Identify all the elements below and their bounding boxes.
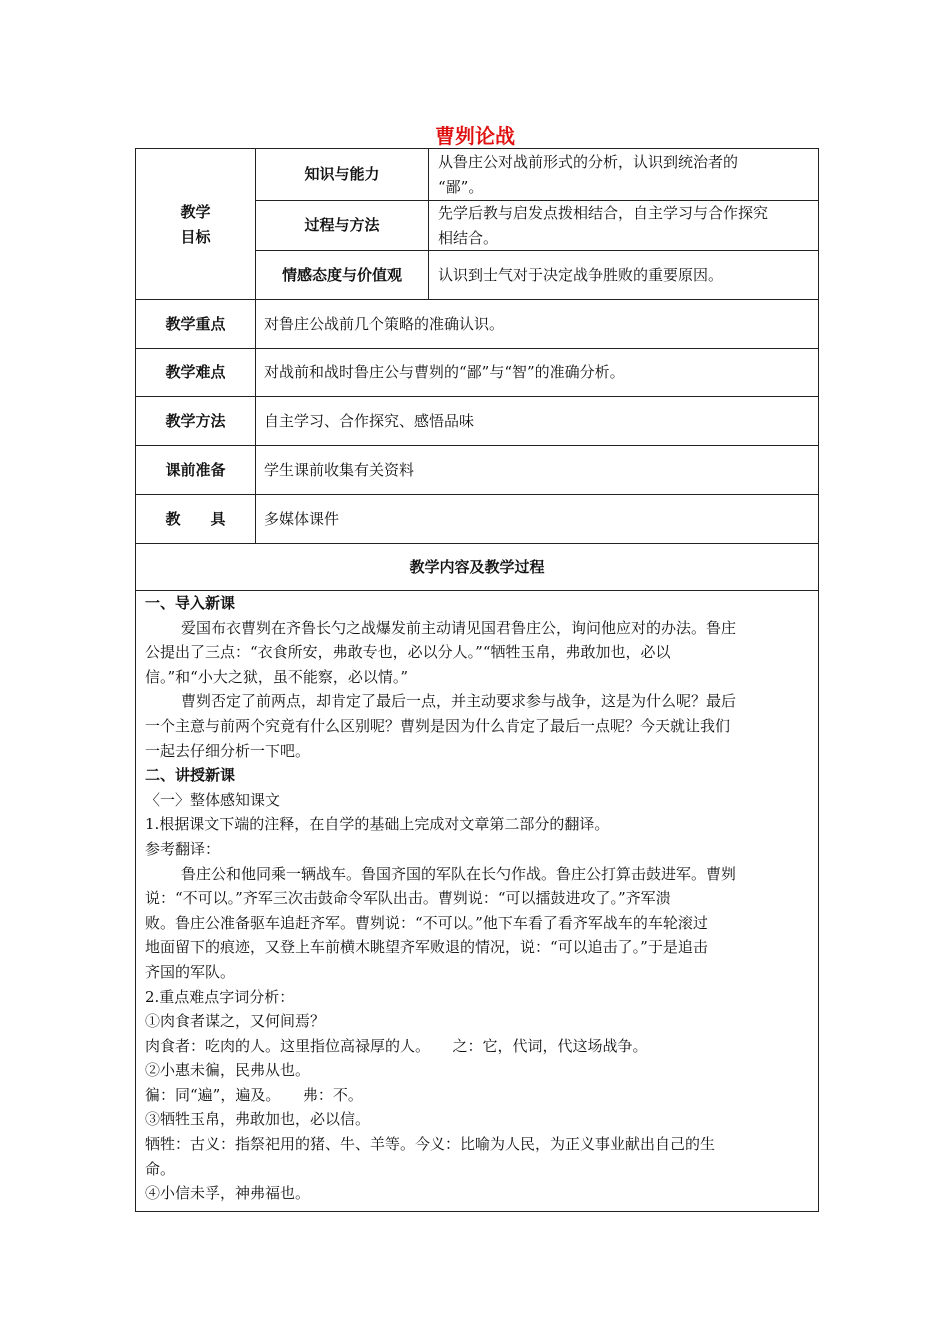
row-value-preparation: 学生课前收集有关资料 [264,460,415,479]
objective-value-knowledge: 从鲁庄公对战前形式的分析，认识到统治者的 “鄙”。 [438,153,739,196]
row-label-tools: 教 具 [165,509,226,528]
objective-name-knowledge: 知识与能力 [304,165,380,183]
paragraph-line: 肉食者：吃肉的人。这里指位高禄厚的人。 之：它，代词，代这场战争。 [145,1036,648,1055]
objective-value-emotion: 认识到士气对于决定战争胜败的重要原因。 [438,265,724,284]
row-value-tools: 多媒体课件 [264,509,340,528]
paragraph-line: ④小信未孚，神弗福也。 [145,1184,311,1203]
paragraph-line: ②小惠未徧，民弗从也。 [145,1061,311,1080]
paragraph-line: 齐国的军队。 [145,962,236,981]
paragraph-line: 2.重点难点字词分析： [145,987,295,1006]
objectives-label: 教学 目标 [180,203,211,246]
row-label-methods: 教学方法 [165,411,226,430]
row-value-methods: 自主学习、合作探究、感悟品味 [264,411,475,430]
lesson-content [145,591,810,1206]
paragraph-line: 信。”和“小大之狱，虽不能察，必以情。” [145,667,409,686]
document-title: 曹刿论战 [435,124,515,148]
paragraph-line: 1.根据课文下端的注释，在自学的基础上完成对文章第二部分的翻译。 [145,815,610,834]
section-heading: 一、导入新课 [145,594,236,612]
paragraph-line: ③牺牲玉帛，弗敢加也，必以信。 [145,1110,371,1129]
paragraph-line: 说：“不可以。”齐军三次击鼓命令军队出击。曹刿说：“可以擂鼓进攻了。”齐军溃 [145,889,671,908]
paragraph-line: 牺牲：古义：指祭祀用的猪、牛、羊等。今义：比喻为人民，为正义事业献出自己的生 [145,1135,716,1154]
objective-value-process: 先学后教与启发点拨相结合，自主学习与合作探究 相结合。 [438,204,769,247]
paragraph-line: 败。鲁庄公准备驱车追赶齐军。曹刿说：“不可以。”他下车看了看齐军战车的车轮滚过 [145,913,708,932]
paragraph-line: 曹刿否定了前两点，却肯定了最后一点，并主动要求参与战争，这是为什么呢？最后 [181,692,737,711]
objective-name-emotion: 情感态度与价值观 [281,265,402,284]
paragraph-line: 地面留下的痕迹，又登上车前横木眺望齐军败退的情况，说：“可以追击了。”于是追击 [145,938,708,957]
paragraph-line: 爱国布衣曹刿在齐鲁长勺之战爆发前主动请见国君鲁庄公，询问他应对的办法。鲁庄 [181,618,737,637]
row-label-preparation: 课前准备 [165,460,226,479]
subsection-heading: 〈一〉整体感知课文 [145,790,281,809]
paragraph-line: 徧：同“遍”，遍及。 弗：不。 [145,1085,363,1104]
paragraph-line: 鲁庄公和他同乘一辆战车。鲁国齐国的军队在长勺作战。鲁庄公打算击鼓进军。曹刿 [181,864,737,883]
row-value-key-points: 对鲁庄公战前几个策略的准确认识。 [264,314,505,333]
row-value-difficulties: 对战前和战时鲁庄公与曹刿的“鄙”与“智”的准确分析。 [264,363,625,381]
row-label-difficulties: 教学难点 [165,363,226,381]
row-label-key-points: 教学重点 [165,314,226,333]
paragraph-line: 参考翻译： [145,839,221,858]
paragraph-line: ①肉食者谋之，又何间焉？ [145,1012,326,1031]
paragraph-line: 一个主意与前两个究竟有什么区别呢？曹刿是因为什么肯定了最后一点呢？今天就让我们 [145,716,731,735]
paragraph-line: 命。 [145,1159,176,1178]
paragraph-line: 一起去仔细分析一下吧。 [145,741,311,760]
process-header: 教学内容及教学过程 [409,557,545,576]
section-heading: 二、讲授新课 [145,766,236,785]
paragraph-line: 公提出了三点：“衣食所安，弗敢专也，必以分人。”“牺牲玉帛，弗敢加也，必以 [145,643,671,662]
objective-name-process: 过程与方法 [304,216,380,234]
